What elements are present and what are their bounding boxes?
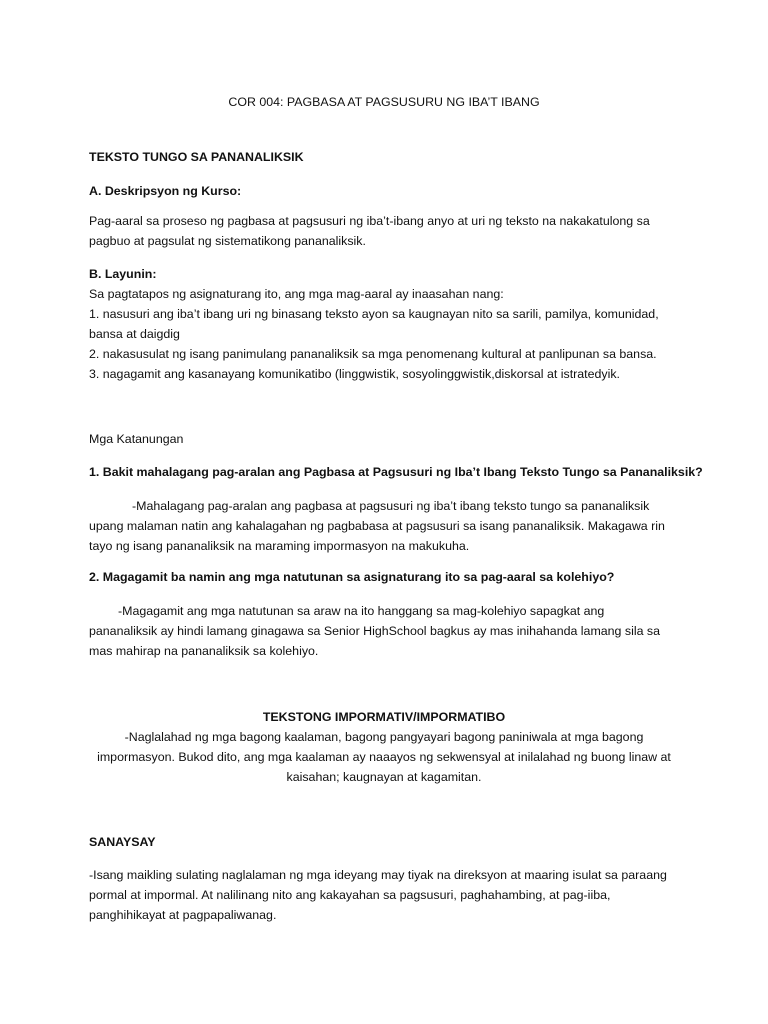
answer-1-line: upang malaman natin ang kahalagahan ng pagbabasa at pagsusuri sa isang pananaliksik. Makagawa rin	[89, 519, 665, 533]
answer-2-line: mas mahirap na pananaliksik sa kolehiyo.	[89, 644, 319, 658]
objective-item: 1. nasusuri ang iba’t ibang uri ng binasang teksto ayon sa kaugnayan nito sa sarili, pamilya, komunidad,	[89, 307, 659, 321]
description-heading: A. Deskripsyon ng Kurso:	[89, 184, 242, 198]
description-line: pagbuo at pagsulat ng sistematikong pananaliksik.	[89, 234, 366, 248]
informative-line: -Naglalahad ng mga bagong kaalaman, bagong pangyayari bagong paniniwala at mga bagong	[124, 730, 644, 744]
document-subtitle: TEKSTO TUNGO SA PANANALIKSIK	[89, 150, 304, 164]
informative-heading: TEKSTONG IMPORMATIV/IMPORMATIBO	[262, 710, 506, 724]
essay-heading: SANAYSAY	[89, 835, 156, 849]
question-2: 2. Magagamit ba namin ang mga natutunan sa asignaturang ito sa pag-aaral sa kolehiyo?	[89, 570, 615, 584]
document-title: COR 004: PAGBASA AT PAGSUSURU NG IBA’T IBANG	[228, 95, 540, 109]
description-line: Pag-aaral sa proseso ng pagbasa at pagsusuri ng iba’t-ibang anyo at uri ng teksto na nakakatulong sa	[89, 214, 650, 228]
answer-1-line: tayo ng isang pananaliksik na maraming impormasyon na makukuha.	[89, 539, 470, 553]
questions-heading: Mga Katanungan	[89, 432, 184, 446]
informative-line: kaisahan; kaugnayan at kagamitan.	[286, 770, 482, 784]
objective-item: 3. nagagamit ang kasanayang komunikatibo (linggwistik, sosyolinggwistik,diskorsal at istratedyik.	[89, 367, 620, 381]
answer-2-line: pananaliksik ay hindi lamang ginagawa sa Senior HighSchool bagkus ay mas inihahanda lamang sila sa	[89, 624, 661, 638]
informative-line: impormasyon. Bukod dito, ang mga kaalaman ay naaayos ng sekwensyal at inilalahad ng buong linaw at	[97, 750, 671, 764]
objective-item-continued: bansa at daigdig	[89, 327, 180, 341]
objective-item: 2. nakasusulat ng isang panimulang pananaliksik sa mga penomenang kultural at panlipunan sa bansa.	[89, 347, 657, 361]
objectives-heading: B. Layunin:	[89, 267, 157, 281]
essay-line: panghihikayat at pagpapaliwanag.	[89, 908, 277, 922]
answer-2-line: -Magagamit ang mga natutunan sa araw na ito hanggang sa mag-kolehiyo sapagkat ang	[118, 604, 605, 618]
essay-line: pormal at impormal. At nalilinang nito ang kakayahan sa pagsusuri, paghahambing, at pag-iiba,	[89, 888, 611, 902]
objectives-intro: Sa pagtatapos ng asignaturang ito, ang mga mag-aaral ay inaasahan nang:	[89, 287, 504, 301]
question-1: 1. Bakit mahalagang pag-aralan ang Pagbasa at Pagsusuri ng Iba’t Ibang Teksto Tungo sa Pananaliksik?	[89, 465, 703, 479]
answer-1-line: -Mahalagang pag-aralan ang pagbasa at pagsusuri ng iba’t ibang teksto tungo sa pananaliksik	[132, 499, 650, 513]
essay-line: -Isang maikling sulating naglalaman ng mga ideyang may tiyak na direksyon at maaring isulat sa paraang	[89, 868, 667, 882]
